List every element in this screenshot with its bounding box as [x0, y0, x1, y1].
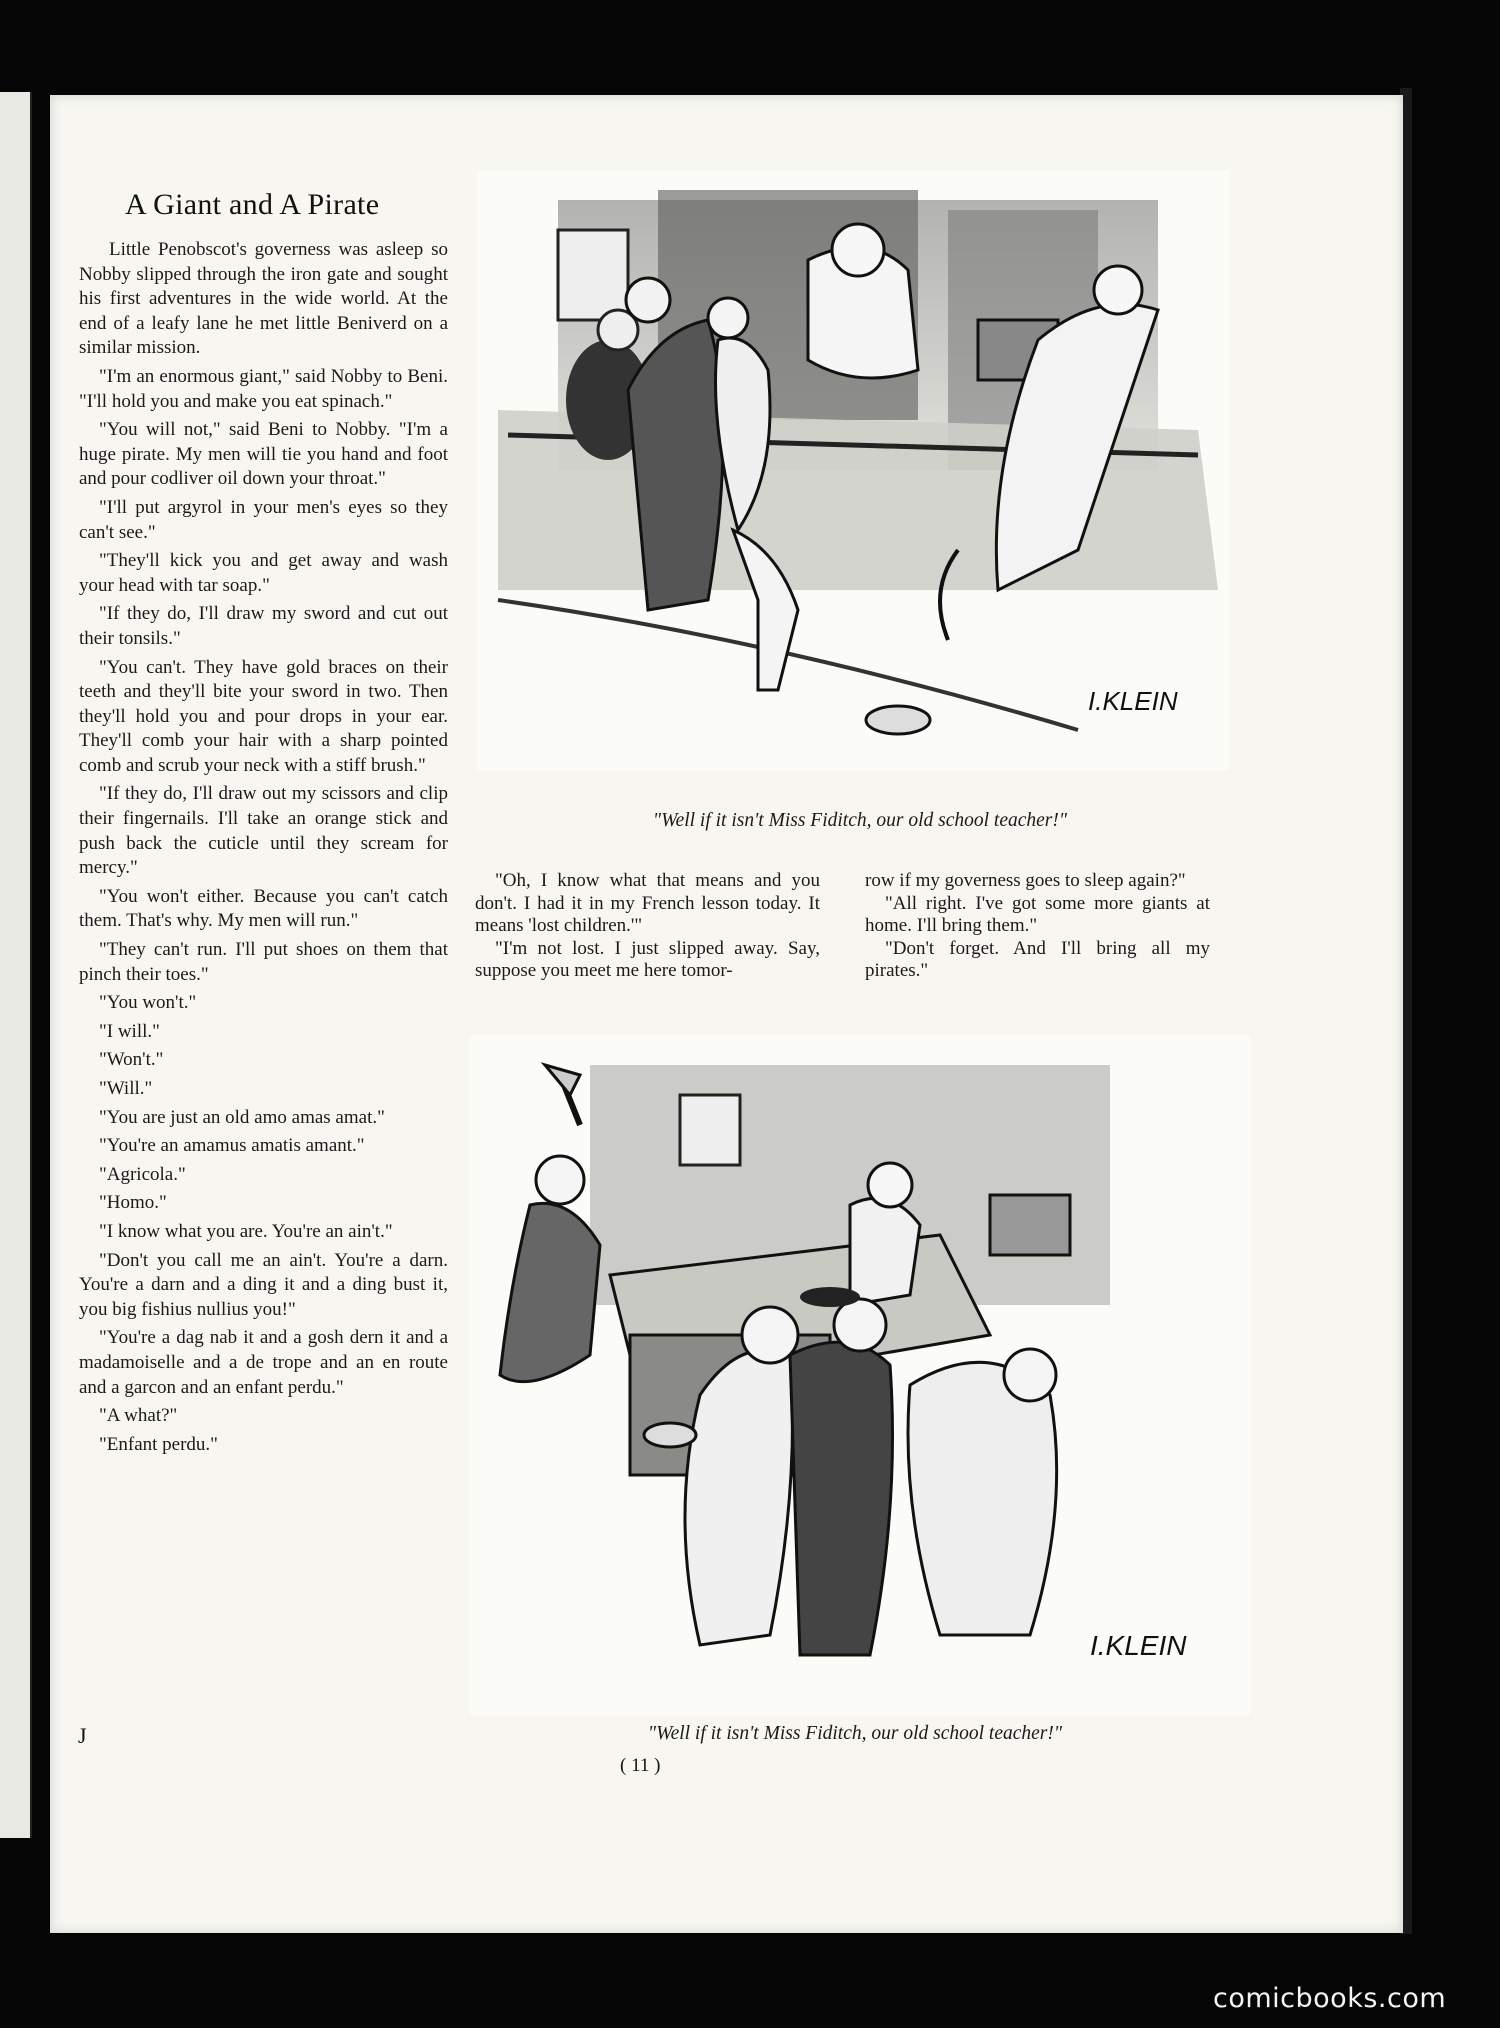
paragraph: "Homo."	[99, 1192, 167, 1214]
paragraph: "You are just an old amo amas amat."	[99, 1106, 385, 1128]
paragraph: "I'm an enormous giant," said Nobby to Beni. "I'll hold you and make you eat spinach."	[79, 365, 448, 412]
paragraph: "Agricola."	[99, 1163, 186, 1185]
paragraph: "You won't either. Because you can't catch them. That's why. My men will run."	[79, 885, 448, 932]
cartoon-bar-scene-bottom	[470, 1035, 1250, 1715]
paragraph: "Enfant perdu."	[99, 1433, 218, 1455]
site-watermark: comicbooks.com	[1213, 1983, 1447, 2014]
paragraph: "You're an amamus amatis amant."	[99, 1135, 365, 1157]
paragraph: "They'll kick you and get away and wash your head with tar soap."	[79, 550, 448, 596]
cartoon-signature: I.KLEIN	[1090, 1630, 1187, 1661]
paragraph: "If they do, I'll draw my sword and cut out their tonsils."	[79, 603, 448, 649]
paragraph: "Will."	[99, 1078, 153, 1099]
paragraph: "I'll put argyrol in your men's eyes so they can't see."	[79, 496, 448, 543]
paragraph: "If they do, I'll draw out my scissors and clip their fingernails. I'll take an orange stick and push back the cuticle until they scream for mercy."	[79, 783, 448, 879]
article-middle-column	[475, 870, 820, 983]
paragraph: "Oh, I know what that means and you don't. I had it in my French lesson today. It means 'lost children.'"	[475, 870, 820, 936]
paragraph: Little Penobscot's governess was asleep so Nobby slipped through the iron gate and sought his first adventures in the wide world. At the end of a leafy lane he met little Beniverd on a similar mission.	[79, 239, 448, 359]
paragraph: "All right. I've got some more giants at home. I'll bring them."	[865, 892, 1210, 936]
article-right-column	[865, 870, 1210, 983]
paragraph: "You won't."	[99, 992, 197, 1014]
paragraph: "Won't."	[99, 1049, 164, 1071]
page-number: ( 11 )	[620, 1755, 661, 1776]
cartoon-caption-bottom: "Well if it isn't Miss Fiditch, our old school teacher!"	[647, 1723, 1063, 1744]
paragraph: row if my governess goes to sleep again?"	[865, 870, 1186, 891]
paragraph: "I'm not lost. I just slipped away. Say, suppose you meet me here tomor-	[475, 937, 820, 981]
paragraph: "You will not," said Beni to Nobby. "I'm a huge pirate. My men will tie you hand and foot and pour codliver oil down your throat."	[79, 419, 448, 490]
paragraph: "They can't run. I'll put shoes on them that pinch their toes."	[79, 939, 448, 985]
cartoon-drawing	[470, 1035, 1250, 1715]
paragraph: "I will."	[99, 1020, 160, 1042]
cartoon-caption-top: "Well if it isn't Miss Fiditch, our old school teacher!"	[652, 810, 1068, 831]
paragraph: "Don't forget. And I'll bring all my pirates."	[865, 937, 1210, 981]
cartoon-drawing	[478, 170, 1230, 770]
margin-mark: J	[78, 1723, 87, 1748]
cartoon-bar-scene-top	[478, 170, 1230, 770]
paragraph: "You can't. They have gold braces on their teeth and they'll bite your sword in two. Then they'll hold you and pour drops in your ear. They'll comb your hair with a sharp pointed comb and scrub your neck with a stiff brush."	[79, 656, 448, 776]
adjacent-page-edge	[0, 92, 32, 1838]
paragraph: "I know what you are. You're an ain't."	[99, 1220, 393, 1242]
paragraph: "Don't you call me an ain't. You're a darn. You're a darn and a ding it and a ding bust it, you big fishius nullius you!"	[79, 1249, 448, 1320]
article-left-column	[79, 238, 448, 1457]
cartoon-signature: I.KLEIN	[1088, 686, 1178, 716]
paragraph: "A what?"	[99, 1405, 178, 1427]
article-title: A Giant and A Pirate	[125, 188, 380, 221]
paragraph: "You're a dag nab it and a gosh dern it and a madamoiselle and a de trope and an en route and a garcon and an enfant perdu."	[79, 1327, 448, 1398]
